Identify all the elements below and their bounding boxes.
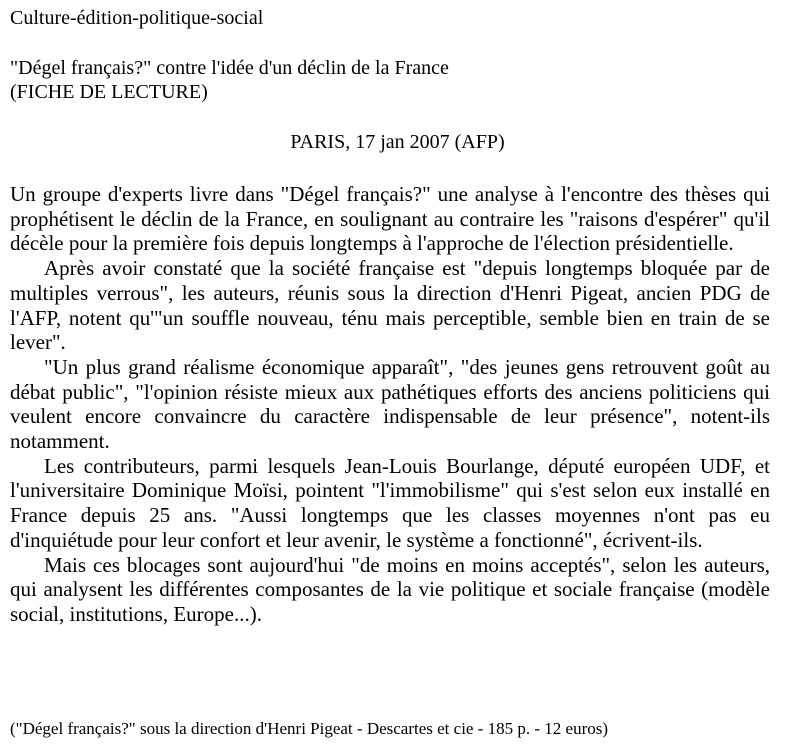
article-body: [10, 182, 770, 627]
book-reference-footnote: ("Dégel français?" sous la direction d'Henri Pigeat - Descartes et cie - 185 p. - 12 euros): [10, 719, 609, 738]
paragraph-3: "Un plus grand réalisme économique apparaît", "des jeunes gens retrouvent goût au débat public", "l'opinion résiste mieux aux pathétiques efforts des anciens politiciens qui veulent encore convaincre du caractère indispensable de leur présence", notent-ils notamment.: [10, 354, 770, 454]
title-line-1: "Dégel français?" contre l'idée d'un déclin de la France: [10, 57, 449, 79]
paragraph-5: Mais ces blocages sont aujourd'hui "de moins en moins acceptés", selon les auteurs, qui analysent les différentes composantes de la vie politique et sociale française (modèle social, institutions, Europe...).: [10, 552, 770, 626]
paragraph-1: Un groupe d'experts livre dans "Dégel français?" une analyse à l'encontre des thèses qui prophétisent le déclin de la France, en soulignant au contraire les "raisons d'espérer" qu'il décèle pour la première fois depuis longtemps à l'approche de l'élection présidentielle.: [10, 182, 770, 256]
dateline: PARIS, 17 jan 2007 (AFP): [290, 131, 505, 153]
article-title: [10, 56, 449, 104]
category-header: Culture-édition-politique-social: [10, 7, 264, 29]
paragraph-2: Après avoir constaté que la société française est "depuis longtemps bloquée par de multiples verrous", les auteurs, réunis sous la direction d'Henri Pigeat, ancien PDG de l'AFP, notent qu'"un souffle nouveau, ténu mais perceptible, semble bien en train de se lever".: [10, 256, 770, 355]
title-line-2: (FICHE DE LECTURE): [10, 81, 208, 103]
paragraph-4: Les contributeurs, parmi lesquels Jean-Louis Bourlange, député européen UDF, et l'universitaire Dominique Moïsi, pointent "l'immobilisme" qui s'est selon eux installé en France depuis 25 ans. "Aussi longtemps que les classes moyennes n'ont pas eu d'inquiétude pour leur confort et leur avenir, le système a fonctionné", écrivent-ils.: [10, 453, 770, 552]
